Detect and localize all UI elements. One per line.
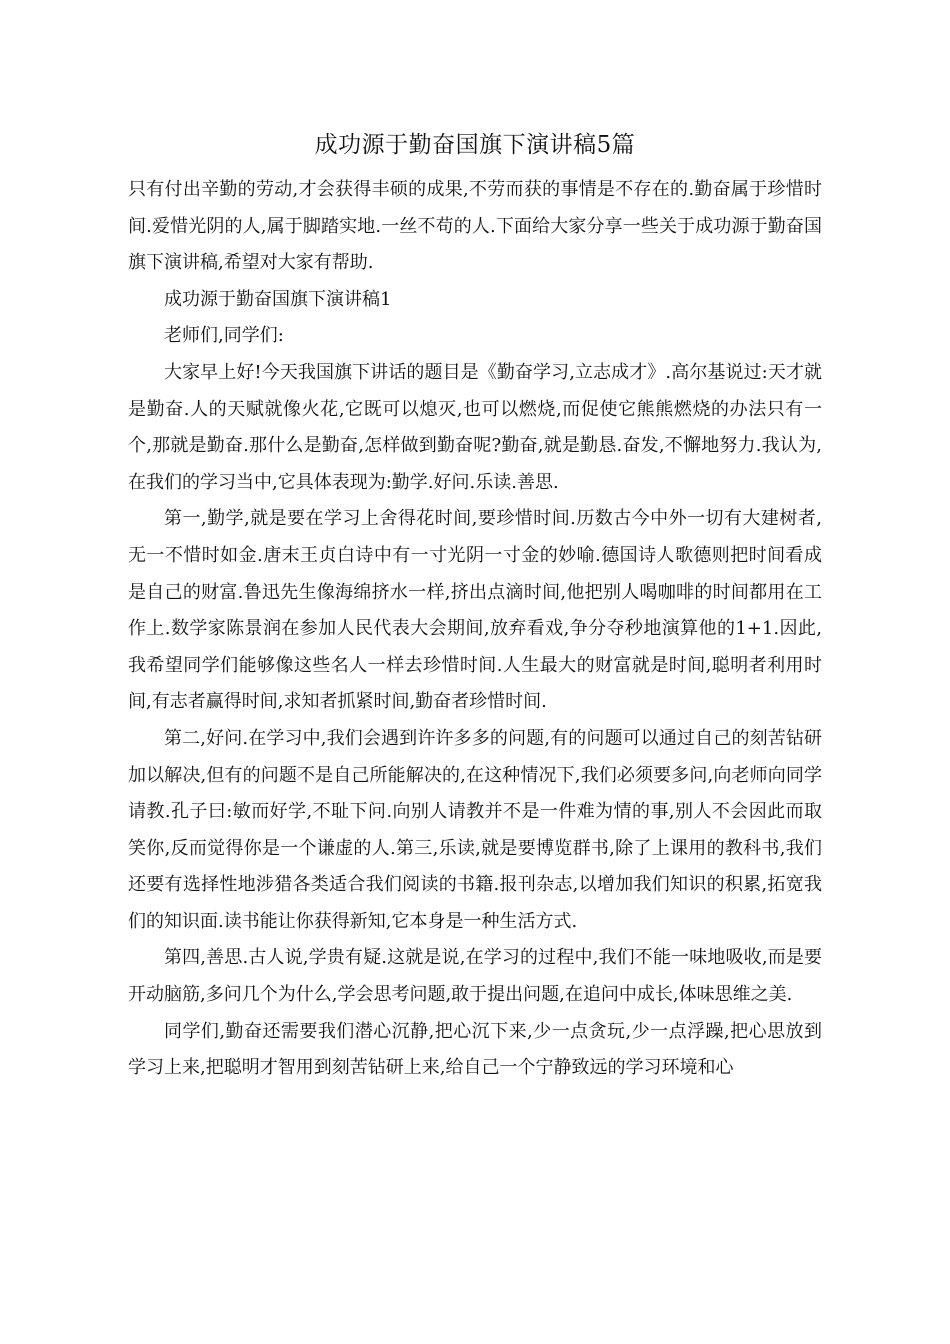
salutation: 老师们,同学们:: [164, 325, 284, 347]
body-paragraph: 同学们,勤奋还需要我们潜心沉静,把心沉下来,少一点贪玩,少一点浮躁,把心思放到学习上来,把聪明才智用到刻苦钻研上来,给自己一个宁静致远的学习环境和心: [128, 1020, 822, 1079]
body-paragraph: 大家早上好!今天我国旗下讲话的题目是《勤奋学习,立志成才》.高尔基说过:天才就是勤奋.人的天赋就像火花,它既可以熄灭,也可以燃烧,而促使它熊熊燃烧的办法只有一个,那就是勤奋.那什么是勤奋,怎样做到勤奋呢?勤奋,就是勤恳.奋发,不懈地努力.我认为,在我们的学习当中,它具体表现为:勤学.好问.乐读.善思.: [128, 361, 822, 493]
document-title: 成功源于勤奋国旗下演讲稿5篇: [314, 132, 636, 158]
intro-paragraph: 只有付出辛勤的劳动,才会获得丰硕的成果,不劳而获的事情是不存在的.勤奋属于珍惜时间.爱惜光阴的人,属于脚踏实地.一丝不苟的人.下面给大家分享一些关于成功源于勤奋国旗下演讲稿,希望对大家有帮助.: [128, 179, 822, 274]
body-paragraph: 第四,善思.古人说,学贵有疑.这就是说,在学习的过程中,我们不能一味地吸收,而是要开动脑筋,多问几个为什么,学会思考问题,敢于提出问题,在追问中成长,体味思维之美.: [128, 947, 822, 1006]
document-body: [128, 172, 822, 1087]
body-paragraph: 第二,好问.在学习中,我们会遇到许许多多的问题,有的问题可以通过自己的刻苦钻研加以解决,但有的问题不是自己所能解决的,在这种情况下,我们必须要多问,向老师向同学请教.孔子曰:敏而好学,不耻下问.向别人请教并不是一件难为情的事,别人不会因此而取笑你,反而觉得你是一个谦虚的人.第三,乐读,就是要博览群书,除了上课用的教科书,我们还要有选择性地涉猎各类适合我们阅读的书籍.报刊杂志,以增加我们知识的积累,拓宽我们的知识面.读书能让你获得新知,它本身是一种生活方式.: [128, 727, 822, 932]
section-heading: 成功源于勤奋国旗下演讲稿1: [164, 288, 392, 310]
body-paragraph: 第一,勤学,就是要在学习上舍得花时间,要珍惜时间.历数古今中外一切有大建树者,无一不惜时如金.唐末王贞白诗中有一寸光阴一寸金的妙喻.德国诗人歌德则把时间看成是自己的财富.鲁迅先生像海绵挤水一样,挤出点滴时间,他把别人喝咖啡的时间都用在工作上.数学家陈景润在参加人民代表大会期间,放弃看戏,争分夺秒地演算他的1+1.因此,我希望同学们能够像这些名人一样去珍惜时间.人生最大的财富就是时间,聪明者利用时间,有志者赢得时间,求知者抓紧时间,勤奋者珍惜时间.: [128, 508, 822, 713]
